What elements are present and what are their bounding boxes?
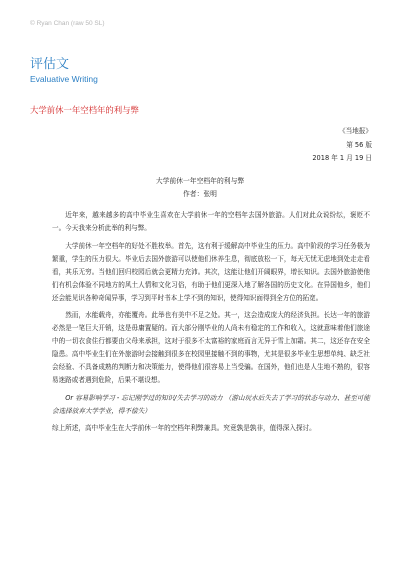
article-title-block (0, 175, 400, 201)
article-paragraph-intro: 近年来，越来越多的高中毕业生喜欢在大学前休一年的空档年去国外旅游。人们对此众说纷纭，褒贬不一。今天我来分析此举的利与弊。 (52, 211, 370, 232)
article-author: 作者：张明 (183, 190, 217, 198)
article-body (52, 209, 370, 440)
source-publication: 《当地报》 (339, 127, 372, 135)
source-block (312, 125, 372, 166)
page-title-english: Evaluative Writing (30, 74, 98, 84)
article-paragraph-disadvantages: 然而，水能载舟，亦能覆舟。此举也有美中不足之处。其一，这会造成庞大的经济负担。长达一年的旅游必然是一笔巨大开销，这是毋庸置疑的。而大部分刚毕业的人尚未有稳定的工作和收入，这就意味着他们旅途中的一切衣食住行都要由父母来承担，这对于很多不太富裕的家庭而言无异于雪上加霜。其二，这还存在安全隐患。高中毕业生们在外旅游时会接触到很多在校园里接触不到的事物，尤其是很多毕业生思想单纯、缺乏社会经验、不具备成熟的判断力和决策能力，使得他们很容易上当受骗。在国外，他们也是人生地不熟的，很容易迷路或者遇到危险，后果不堪设想。 (52, 311, 370, 384)
article-title: 大学前休一年空档年的利与弊 (155, 177, 245, 185)
source-date: 2018 年 1 月 19 日 (312, 154, 372, 162)
copyright-watermark: © Ryan Chan (raw 50 SL) (30, 20, 105, 27)
article-paragraph-advantages: 大学前休一年空档年的好处不胜枚举。首先，这有利于缓解高中毕业生的压力。高中阶段的学习任务极为繁重，学生的压力很大。毕业后去国外旅游可以使他们休养生息，彻底放松一下，每天无忧无虑地到处走走看看，其乐无穷。当他们回归校园后就会更精力充沛。其次，这能让他们开阔眼界，增长知识。去国外旅游使他们有机会体验不同地方的风土人情和文化习俗，有助于他们更深入地了解各国的历史文化。在异国他乡，他们还会能见识各种奇闻异事，学习到平时书本上学不到的知识，使得知识面得到全方位的拓宽。 (52, 241, 370, 302)
annotation-note: Or 容易影响学习 - 忘记刚学过的知识/失去学习的动力 （游山玩水后失去了学习的状态与动力、甚至可能会选择放弃大学学业，得不偿失） (52, 393, 370, 415)
article-paragraph-conclusion: 综上所述，高中毕业生在大学前休一年的空档年利弊兼具。究竟孰是孰非，值得深入探讨。 (52, 424, 316, 432)
page-title-chinese: 评估文 (30, 57, 70, 72)
source-page: 第 56 版 (346, 140, 372, 149)
essay-heading: 大学前休一年空档年的利与弊 (30, 105, 139, 115)
